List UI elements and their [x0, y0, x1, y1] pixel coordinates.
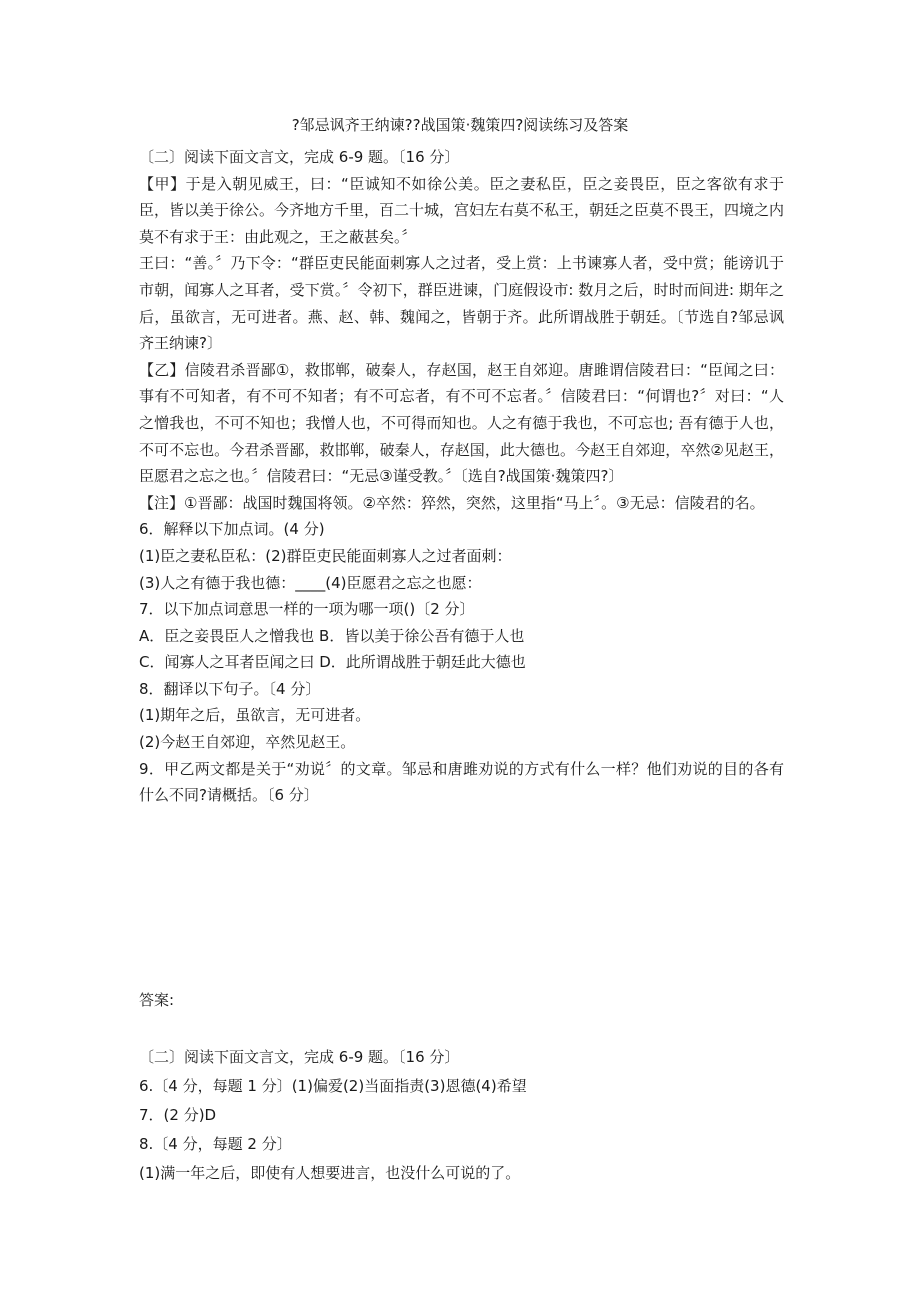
question-8-item-1: (1)期年之后，虽欲言，无可进者。 — [139, 706, 371, 725]
question-7: 7．以下加点词意思一样的一项为哪一项()〔2 分〕 — [139, 600, 475, 619]
answer-6: 6.〔4 分，每题 1 分〕(1)偏爱(2)当面指责(3)恩德(4)希望 — [139, 1077, 527, 1095]
question-8: 8．翻译以下句子。〔4 分〕 — [139, 679, 321, 698]
answer-7: 7．(2 分)D — [139, 1106, 217, 1124]
question-7-options-ab: A．臣之妾畏臣人之憎我也 B．皆以美于徐公吾有德于人也 — [139, 626, 525, 645]
question-6-items-3-4: (3)人之有德于我也德：____(4)臣愿君之忘之也愿： — [139, 573, 482, 592]
passage-jia-part2: 王曰：“善。〞乃下令：“群臣吏民能面刺寡人之过者，受上赏：上书谏寡人者，受中赏；能谤讥于市朝，闻寡人之耳者，受下赏。〞令初下，群臣进谏，门庭假设市: 数月之后，时时而间进: 期年之后，虽欲言，无可进者。燕、赵、韩、魏闻之，皆朝于齐。此所谓战胜于朝廷。〔节选自?邹忌讽齐王纳谏?〕 — [139, 254, 784, 353]
page-title: ?邹忌讽齐王纳谏??战国策·魏策四?阅读练习及答案 — [291, 116, 629, 134]
answer-heading: 〔二〕阅读下面文言文，完成 6-9 题。〔16 分〕 — [139, 1048, 460, 1066]
passage-yi: 【乙】信陵君杀晋鄙①，救邯郸，破秦人，存赵国，赵王自郊迎。唐雎谓信陵君曰：“臣闻之曰：事有不可知者，有不可不知者；有不可忘者，有不可不忘者。〞信陵君曰：“何谓也?〞对曰：“人之憎我也，不可不知也；我憎人也，不可得而知也。人之有德于我也，不可忘也; 吾有德于人也，不可不忘也。今君杀晋鄙，救邯郸，破秦人，存赵国，此大德也。今赵王自郊迎，卒然②见赵王，臣愿君之忘之也。〞信陵君曰：“无忌③谨受教。〞〔选自?战国策·魏策四?〕 — [139, 360, 784, 486]
passage-notes: 【注】①晋鄙：战国时魏国将领。②卒然：猝然，突然，这里指“马上〞。③无忌：信陵君的名。 — [139, 493, 765, 512]
answer-8-item-1: (1)满一年之后，即使有人想要进言，也没什么可说的了。 — [139, 1164, 521, 1182]
section-heading: 〔二〕阅读下面文言文，完成 6-9 题。〔16 分〕 — [139, 148, 460, 166]
question-section — [139, 144, 784, 809]
answer-section — [139, 1043, 784, 1188]
answer-label: 答案: — [139, 991, 175, 1009]
passage-jia-part1: 【甲】于是入朝见威王，曰：“臣诚知不如徐公美。臣之妻私臣，臣之妾畏臣，臣之客欲有求于臣，皆以美于徐公。今齐地方千里，百二十城，宫妇左右莫不私王，朝廷之臣莫不畏王，四境之内莫不有求于王：由此观之，王之蔽甚矣。〞 — [139, 174, 785, 246]
question-6-items-1-2: (1)臣之妻私臣私：(2)群臣吏民能面刺寡人之过者面刺： — [139, 546, 512, 565]
answer-8: 8.〔4 分，每题 2 分〕 — [139, 1135, 292, 1153]
question-9: 9．甲乙两文都是关于“劝说〞的文章。邹忌和唐雎劝说的方式有什么一样？他们劝说的目的各有什么不同?请概括。〔6 分〕 — [139, 759, 784, 805]
question-6: 6．解释以下加点词。(4 分) — [139, 520, 325, 539]
question-8-item-2: (2)今赵王自郊迎，卒然见赵王。 — [139, 733, 356, 752]
question-7-options-cd: C．闻寡人之耳者臣闻之曰 D．此所谓战胜于朝廷此大德也 — [139, 653, 526, 672]
